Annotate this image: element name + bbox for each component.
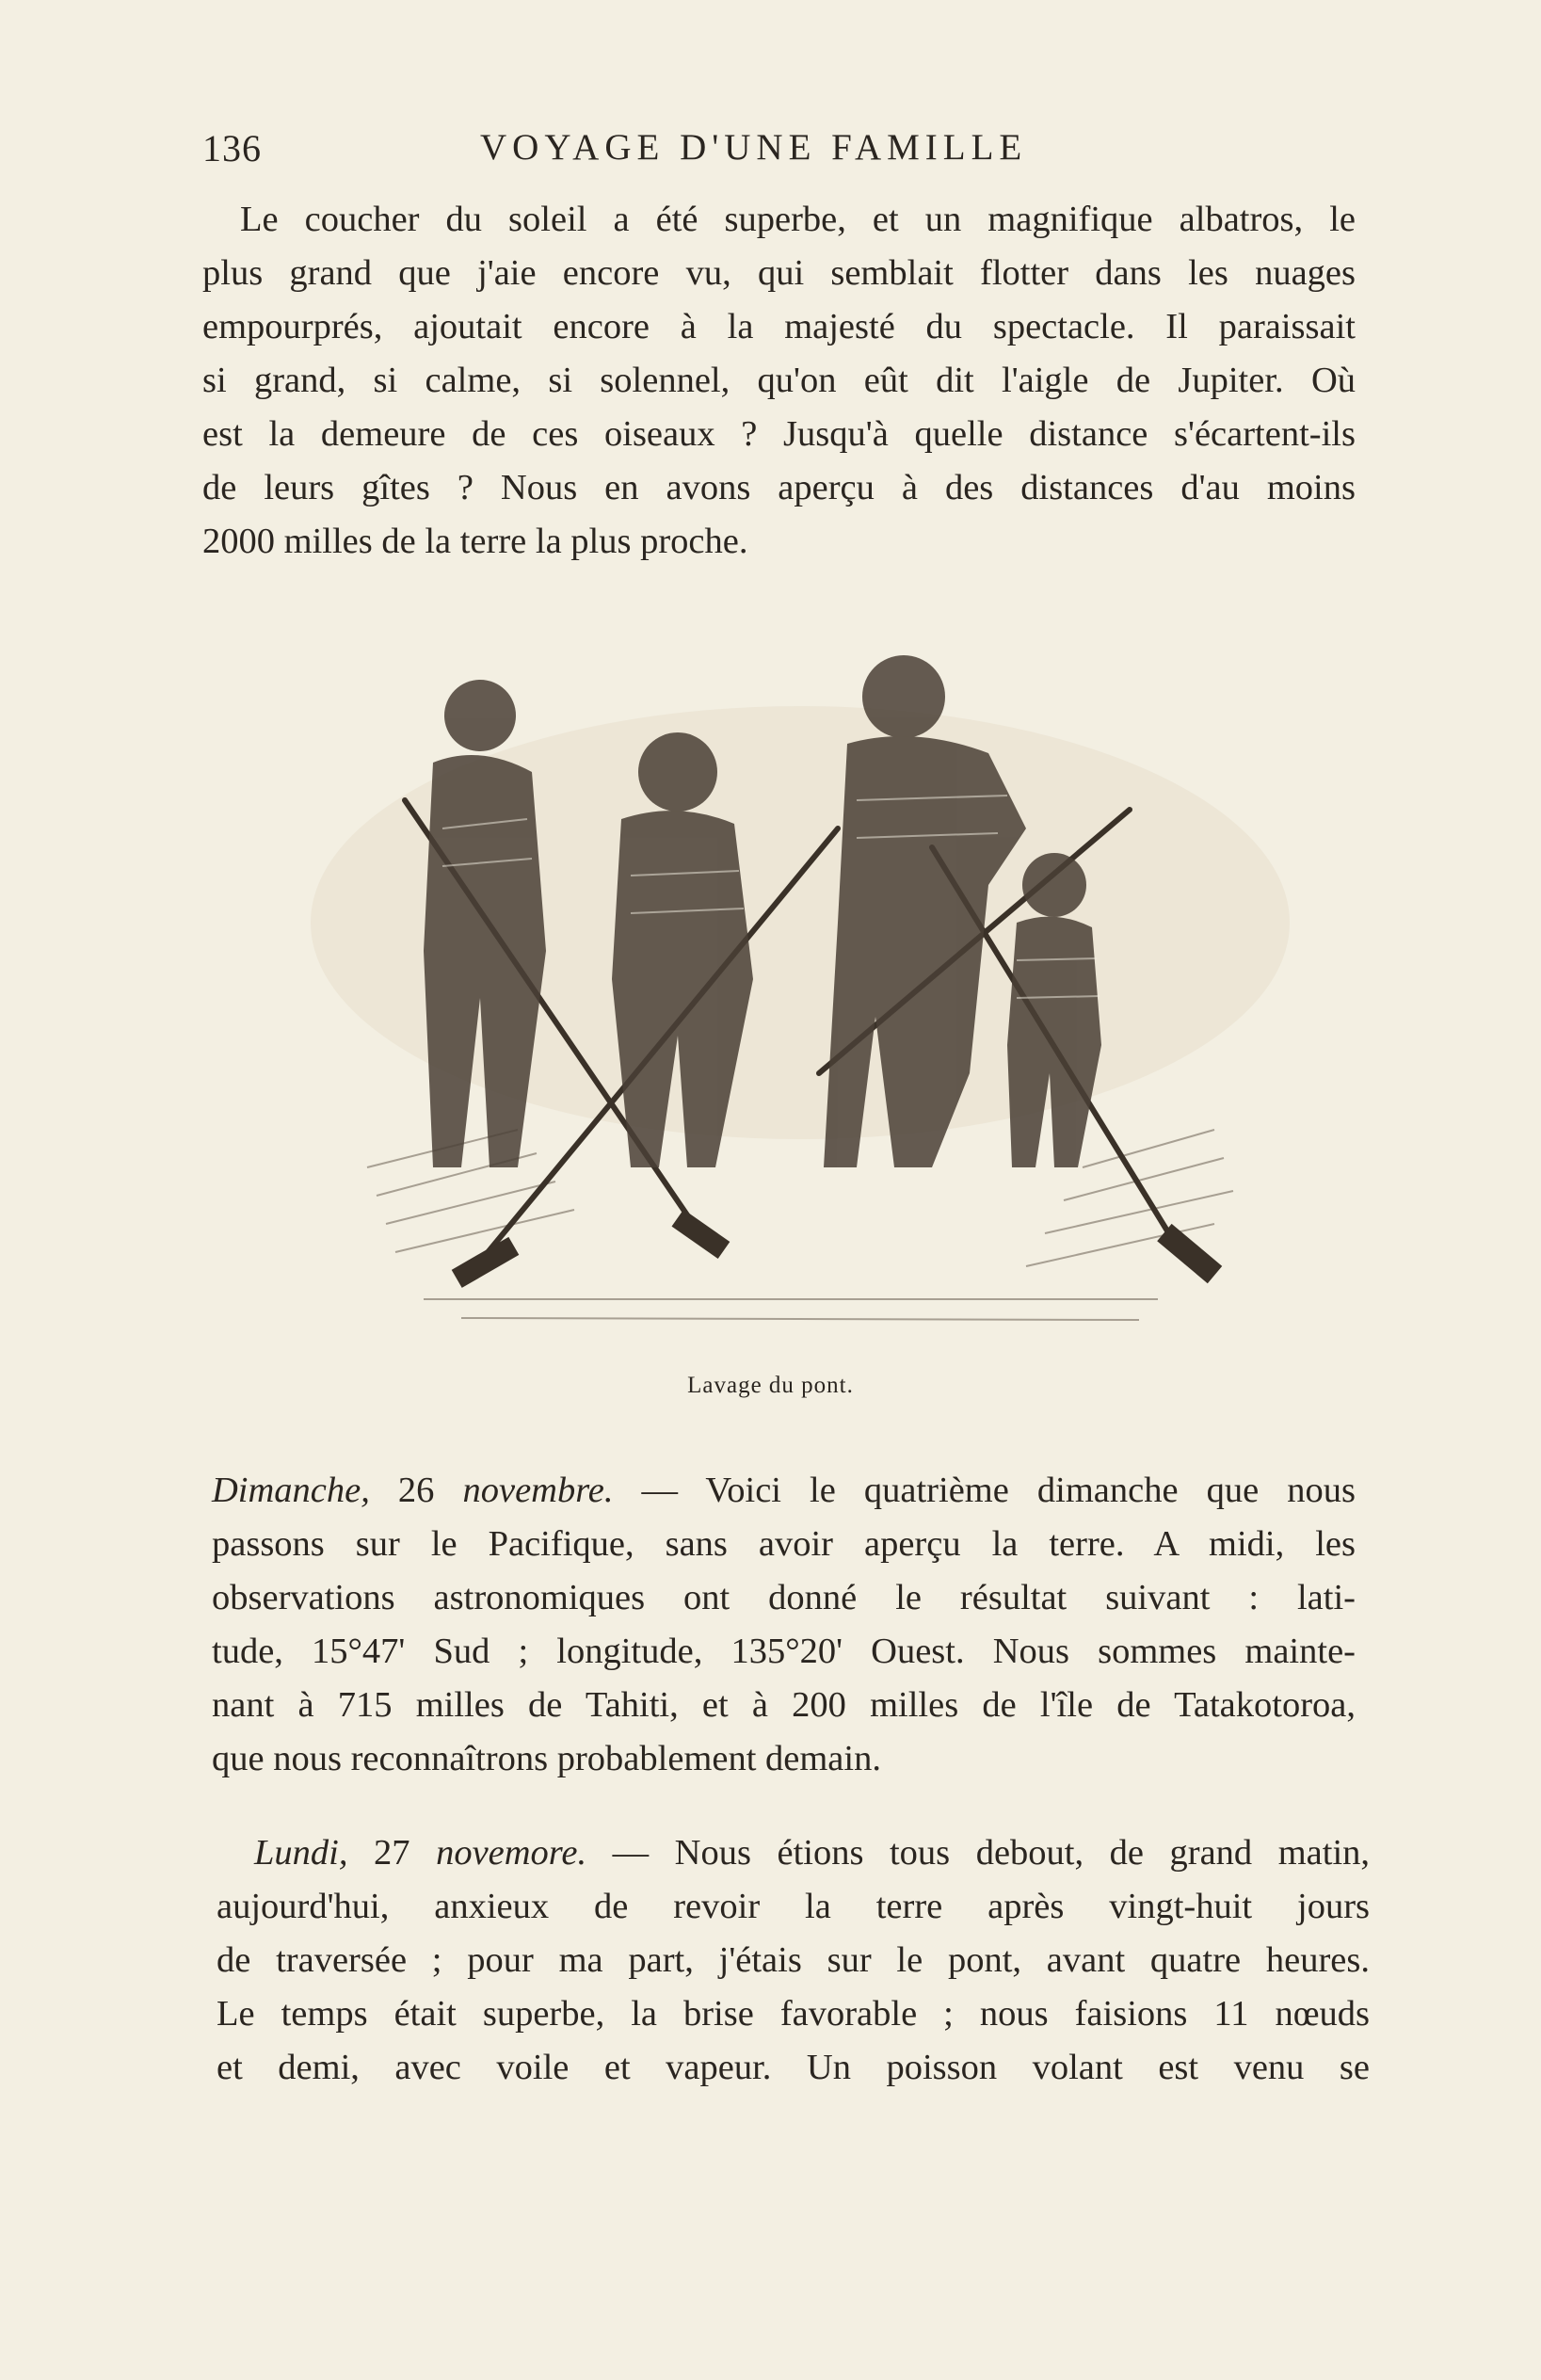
text-line-rest: — Voici le quatrième dimanche que nous bbox=[641, 1471, 1356, 1510]
date-month: novemore. bbox=[436, 1833, 587, 1873]
text-line: empourprés, ajoutait encore à la majesté du spectacle. Il paraissait bbox=[202, 307, 1356, 346]
text-line: aujourd'hui, anxieux de revoir la terre après vingt-huit jours bbox=[217, 1887, 1370, 1926]
text-line bbox=[212, 1464, 1356, 1518]
text-line: si grand, si calme, si solennel, qu'on eût dit l'aigle de Jupiter. Où bbox=[202, 361, 1356, 400]
running-title: VOYAGE D'UNE FAMILLE bbox=[480, 127, 1028, 168]
text-line: est la demeure de ces oiseaux ? Jusqu'à quelle distance s'écartent-ils bbox=[202, 414, 1356, 454]
text-line: et demi, avec voile et vapeur. Un poisson volant est venu se bbox=[217, 2048, 1370, 2087]
text-line: Le temps était superbe, la brise favorable ; nous faisions 11 nœuds bbox=[217, 1994, 1370, 2034]
date-month: novembre. bbox=[462, 1471, 614, 1510]
text-line: de traversée ; pour ma part, j'étais sur le pont, avant quatre heures. bbox=[217, 1940, 1370, 1980]
paragraph-lundi bbox=[217, 1826, 1370, 2095]
text-line: de leurs gîtes ? Nous en avons aperçu à des distances d'au moins bbox=[202, 468, 1356, 507]
text-line: tude, 15°47' Sud ; longitude, 135°20' Ouest. Nous sommes mainte- bbox=[212, 1632, 1356, 1671]
text-line: nant à 715 milles de Tahiti, et à 200 milles de l'île de Tatakotoroa, bbox=[212, 1685, 1356, 1725]
paragraph-dimanche bbox=[212, 1464, 1356, 1786]
page-header bbox=[202, 126, 1351, 173]
text-line: que nous reconnaîtrons probablement demain. bbox=[212, 1739, 881, 1778]
date-number: 26 bbox=[397, 1471, 435, 1510]
text-line: plus grand que j'aie encore vu, qui semblait flotter dans les nuages bbox=[202, 253, 1356, 293]
date-label: Dimanche, bbox=[212, 1471, 370, 1510]
text-line: 2000 milles de la terre la plus proche. bbox=[202, 522, 748, 561]
text-line: passons sur le Pacifique, sans avoir aperçu la terre. A midi, les bbox=[212, 1524, 1356, 1564]
date-number: 27 bbox=[374, 1833, 410, 1873]
page-number: 136 bbox=[202, 127, 262, 169]
text-line-rest: — Nous étions tous debout, de grand matin, bbox=[612, 1833, 1371, 1873]
text-line: observations astronomiques ont donné le résultat suivant : lati- bbox=[212, 1578, 1356, 1617]
illustration-caption: Lavage du pont. bbox=[687, 1373, 854, 1398]
date-label: Lundi, bbox=[254, 1833, 348, 1873]
engraving-illustration bbox=[311, 640, 1299, 1365]
text-line: Le coucher du soleil a été superbe, et un magnifique albatros, le bbox=[240, 200, 1356, 239]
text-line bbox=[217, 1826, 1370, 1880]
paragraph-albatros bbox=[202, 193, 1356, 569]
